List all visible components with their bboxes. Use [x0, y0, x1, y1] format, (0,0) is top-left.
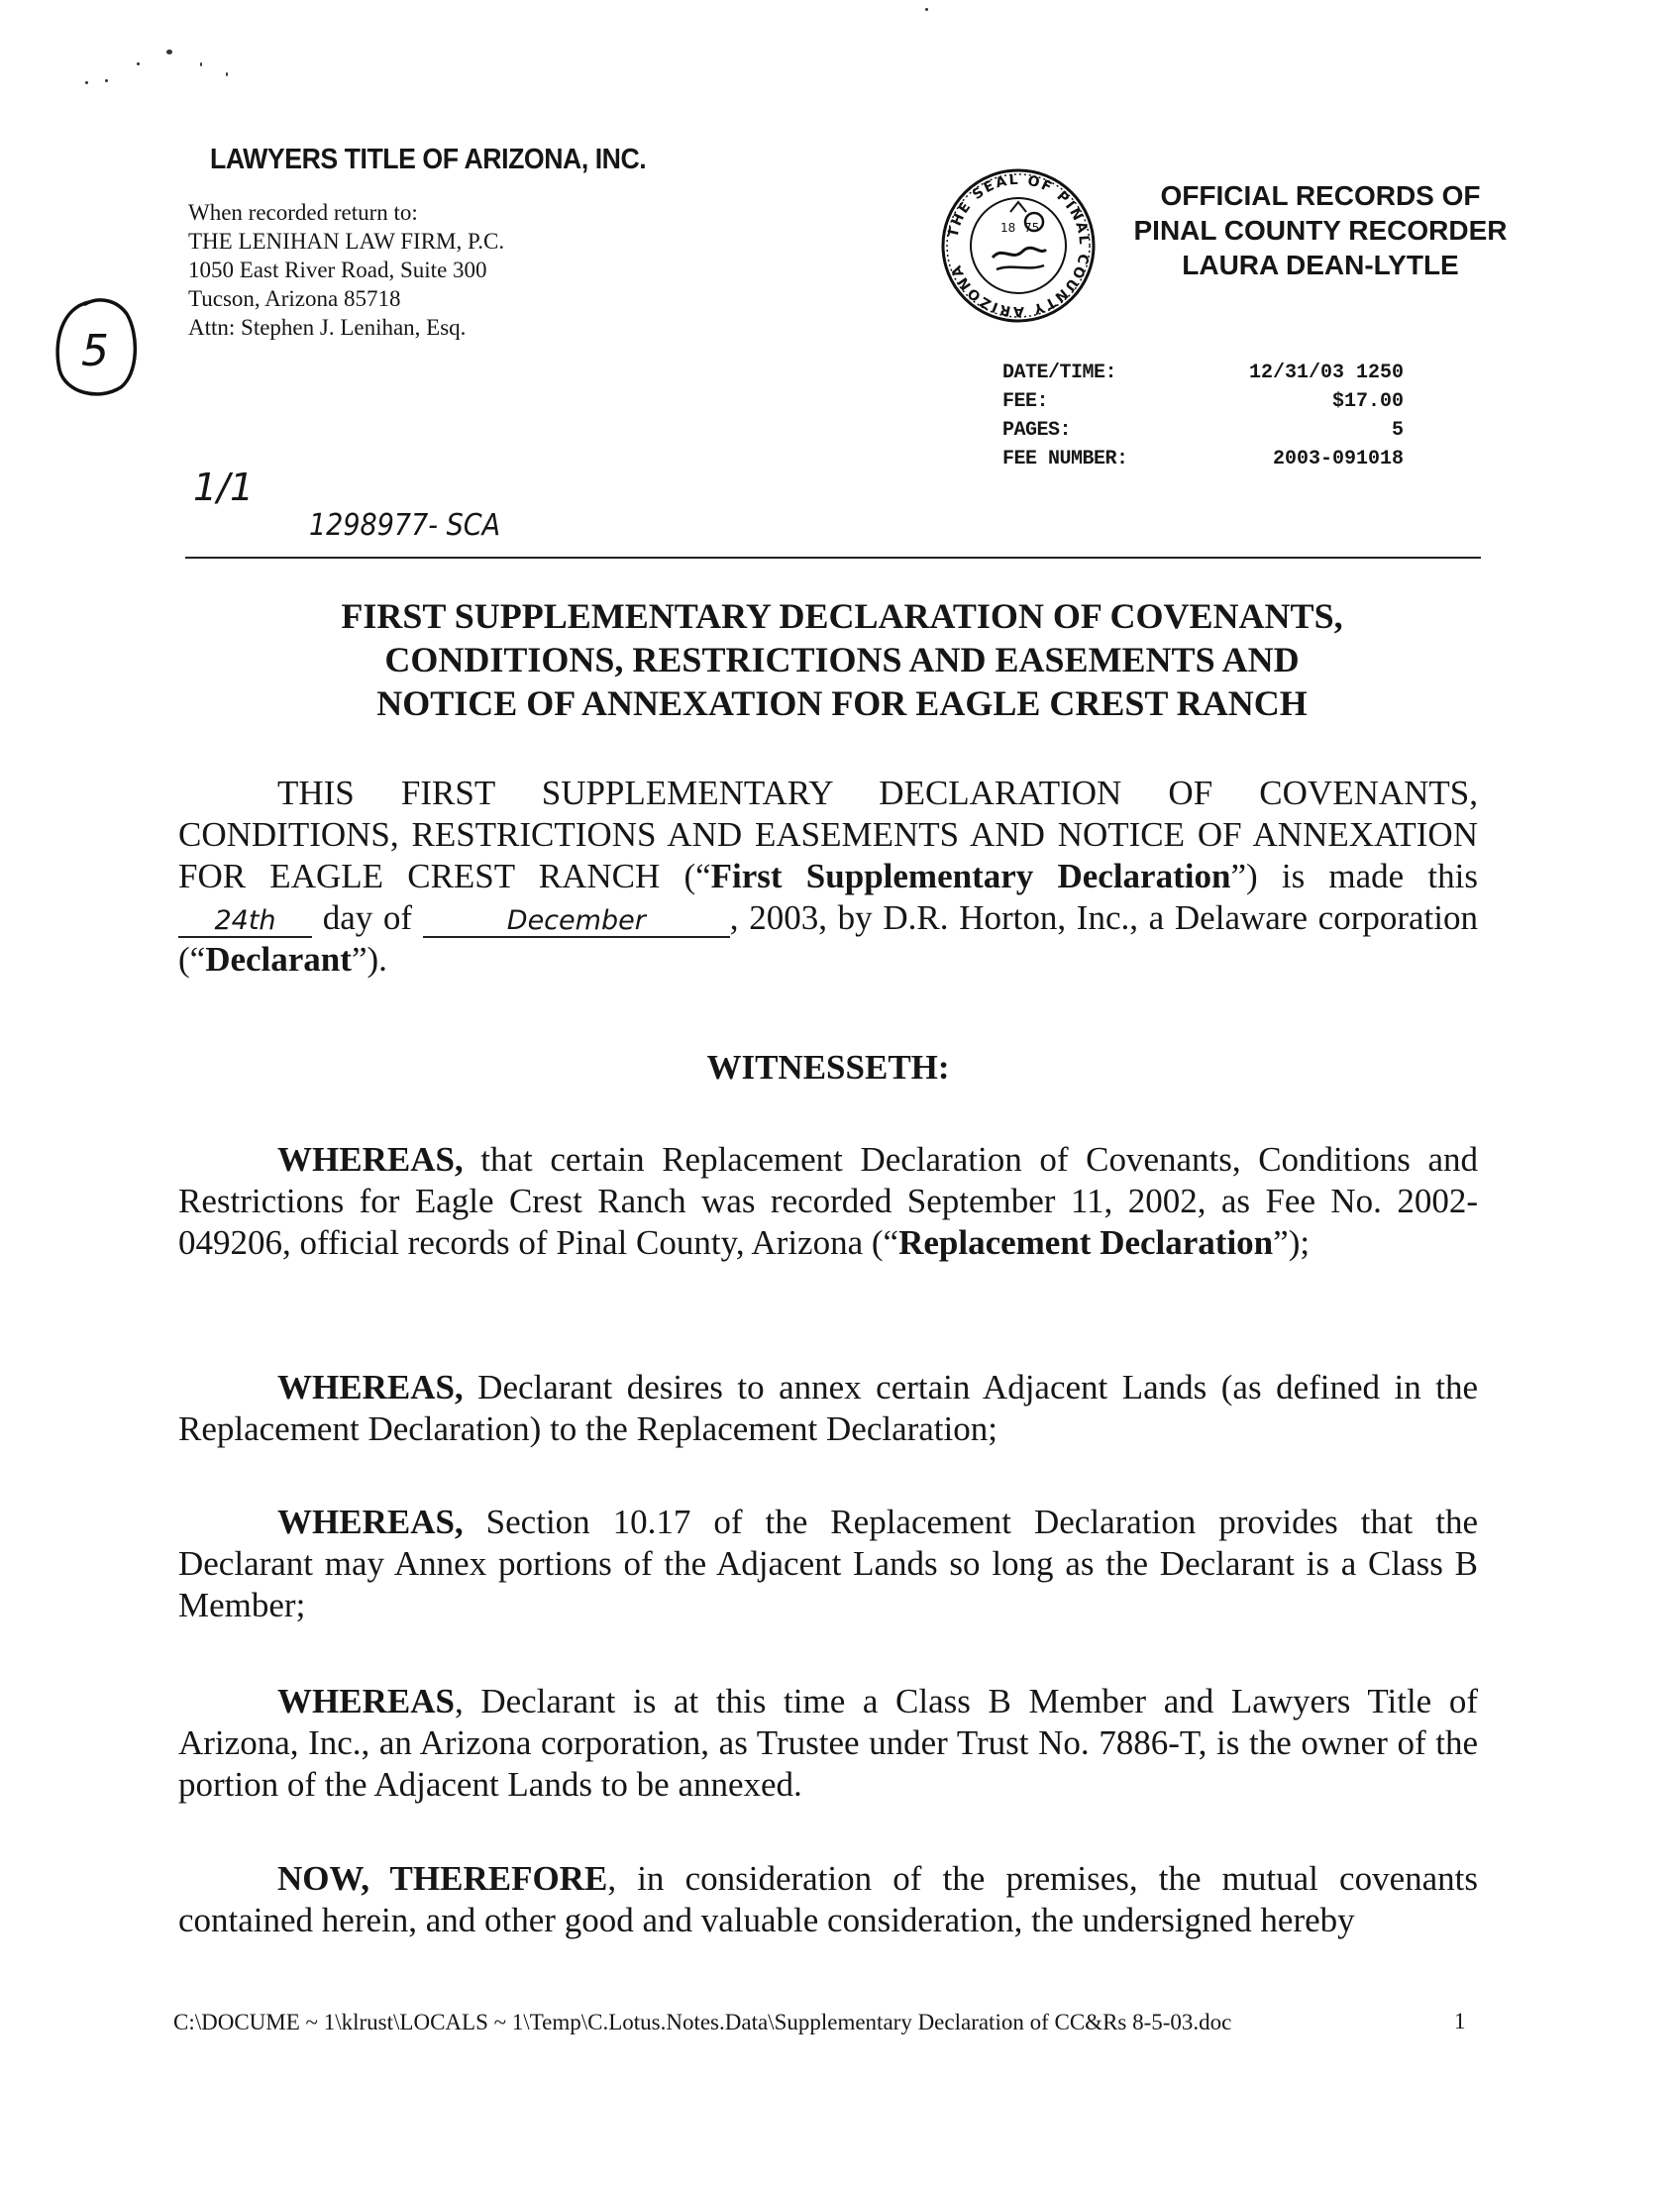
- document-title: [198, 594, 1486, 725]
- seal-year-left: 18: [1000, 221, 1016, 235]
- scan-speck: [105, 79, 108, 82]
- circled-number-text: 5: [81, 326, 109, 376]
- whereas-text: , Declarant is at this time a Class B Member and Lawyers Title of Arizona, Inc., an Arizona corporation, as Trustee under Trust No. 7886-T, is the owner of the portion of the Adjacent Lands to be annexed.: [178, 1682, 1478, 1804]
- scan-speck: [226, 72, 228, 76]
- company-name: LAWYERS TITLE OF ARIZONA, INC.: [210, 144, 647, 175]
- recording-label: FEE NUMBER:: [1002, 448, 1128, 470]
- recording-row: [1002, 445, 1404, 473]
- whereas-paragraph: [178, 1139, 1478, 1264]
- now-therefore-lead: NOW, THEREFORE: [277, 1859, 608, 1898]
- whereas-text: that certain Replacement Declaration of Covenants, Conditions and Restrictions for Eagle Crest Ranch was recorded September 11, 2002, as Fee No. 2002-049206, official records of Pinal County, Arizona (“: [178, 1140, 1478, 1262]
- whereas-lead: WHEREAS,: [277, 1503, 464, 1541]
- scan-speck: [166, 50, 172, 54]
- scan-speck: [925, 8, 928, 11]
- whereas-lead: WHEREAS,: [277, 1368, 464, 1406]
- now-therefore-text: , in consideration of the premises, the mutual covenants contained herein, and other good and valuable consideration, the undersigned hereby: [178, 1859, 1478, 1939]
- whereas-text: Section 10.17 of the Replacement Declaration provides that the Declarant may Annex portions of the Adjacent Lands so long as the Declarant is a Class B Member;: [178, 1503, 1478, 1624]
- footer-file-path: C:\DOCUME ~ 1\klrust\LOCALS ~ 1\Temp\C.Lotus.Notes.Data\Supplementary Declaration of CC&Rs 8-5-03.doc: [173, 2010, 1232, 2034]
- recording-label: DATE/TIME:: [1002, 362, 1117, 384]
- title-line: FIRST SUPPLEMENTARY DECLARATION OF COVENANTS,: [341, 596, 1343, 636]
- intro-text: THIS FIRST SUPPLEMENTARY DECLARATION OF COVENANTS, CONDITIONS, RESTRICTIONS AND EASEMENTS AND NOTICE OF ANNEXATION FOR EAGLE CREST RANCH (“: [178, 774, 1478, 895]
- scan-speck: [200, 62, 202, 66]
- recording-value: 5: [1391, 419, 1404, 442]
- recorder-line: LAURA DEAN-LYTLE: [1182, 250, 1459, 280]
- recording-row: [1002, 387, 1404, 416]
- header-divider: [185, 557, 1481, 559]
- handwritten-day: 24th: [178, 906, 312, 938]
- intro-text: day of: [322, 898, 413, 937]
- recording-row: [1002, 359, 1404, 387]
- intro-text: ”) is made this: [1230, 857, 1479, 895]
- defined-term: Replacement Declaration: [898, 1223, 1274, 1262]
- whereas-paragraph: [178, 1502, 1478, 1626]
- intro-paragraph: [178, 773, 1478, 981]
- recording-label: PAGES:: [1002, 419, 1072, 442]
- return-address-block: [188, 198, 504, 342]
- recorder-line: OFFICIAL RECORDS OF: [1160, 180, 1481, 211]
- recording-value: 2003-091018: [1272, 448, 1404, 470]
- return-line: 1050 East River Road, Suite 300: [188, 258, 487, 282]
- whereas-text: ”);: [1273, 1223, 1311, 1262]
- county-seal-icon: [927, 166, 1109, 325]
- return-line: When recorded return to:: [188, 200, 418, 225]
- recorder-heading: [1107, 178, 1533, 282]
- handwritten-month: December: [423, 906, 730, 938]
- defined-term: First Supplementary Declaration: [710, 857, 1231, 895]
- title-line: CONDITIONS, RESTRICTIONS AND EASEMENTS AND: [384, 640, 1300, 679]
- handwritten-fraction: 1/1: [193, 466, 255, 509]
- handwritten-order-number: 1298977- SCA: [309, 508, 501, 543]
- recording-row: [1002, 416, 1404, 445]
- circled-number-mark: [50, 294, 141, 405]
- whereas-paragraph: [178, 1681, 1478, 1806]
- witnesseth-heading: WITNESSETH:: [706, 1048, 950, 1087]
- whereas-lead: WHEREAS: [277, 1682, 455, 1720]
- now-therefore-paragraph: [178, 1858, 1478, 1941]
- whereas-text: Declarant desires to annex certain Adjacent Lands (as defined in the Replacement Declaration) to the Replacement Declaration;: [178, 1368, 1478, 1448]
- recorder-line: PINAL COUNTY RECORDER: [1133, 215, 1508, 246]
- scan-speck: [85, 81, 88, 84]
- whereas-paragraph: [178, 1367, 1478, 1450]
- seal-year-right: 75: [1024, 221, 1040, 235]
- scan-speck: [137, 62, 140, 65]
- return-line: THE LENIHAN LAW FIRM, P.C.: [188, 229, 505, 254]
- return-line: Attn: Stephen J. Lenihan, Esq.: [188, 315, 467, 340]
- defined-term: Declarant: [205, 940, 352, 979]
- recording-info-table: [1002, 359, 1404, 473]
- intro-text: , 2003, by D.R. Horton, Inc., a Delaware corporation (“: [178, 898, 1479, 979]
- title-line: NOTICE OF ANNEXATION FOR EAGLE CREST RANCH: [376, 683, 1308, 723]
- recording-value: $17.00: [1331, 390, 1404, 413]
- recording-value: 12/31/03 1250: [1248, 362, 1404, 384]
- page-number: 1: [1454, 2009, 1466, 2033]
- recording-label: FEE:: [1002, 390, 1049, 413]
- whereas-lead: WHEREAS,: [277, 1140, 464, 1179]
- seal-text: THE SEAL OF PINAL COUNTY ARIZONA: [945, 171, 1093, 320]
- return-line: Tucson, Arizona 85718: [188, 286, 401, 311]
- intro-text: ”).: [351, 940, 387, 979]
